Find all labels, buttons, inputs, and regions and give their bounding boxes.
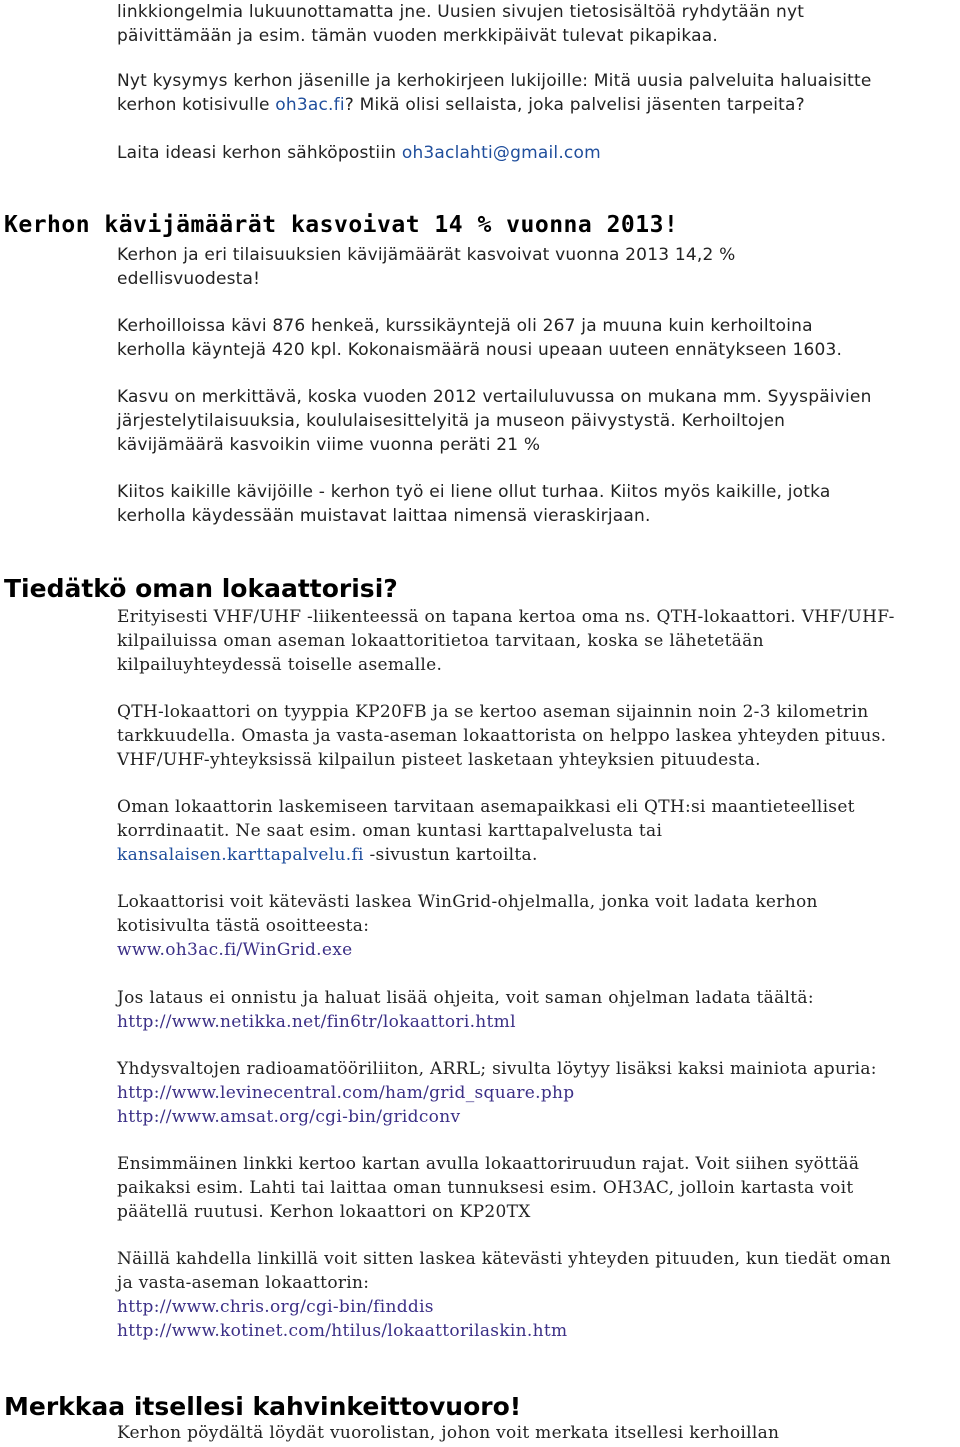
paragraph-line: järjestelytilaisuuksia, koululaisesittelyitä ja museon päivystystä. Kerhoiltojen bbox=[117, 411, 786, 431]
paragraph-line: edellisvuodesta! bbox=[117, 269, 261, 289]
paragraph-line: kilpailuissa oman aseman lokaattoritietoa tarvitaan, koska se lähetetään bbox=[117, 631, 764, 651]
oh3ac-link[interactable]: oh3ac.fi bbox=[275, 95, 345, 115]
email-link[interactable]: oh3aclahti@gmail.com bbox=[401, 143, 601, 163]
paragraph-line: kävijämäärä kasvoikin viime vuonna peräti 21 % bbox=[117, 435, 541, 455]
chris-link[interactable]: http://www.chris.org/cgi-bin/finddis bbox=[117, 1297, 434, 1317]
paragraph-line: Näillä kahdella linkillä voit sitten laskea kätevästi yhteyden pituuden, kun tiedät oman bbox=[117, 1249, 892, 1269]
paragraph-line: Jos lataus ei onnistu ja haluat lisää ohjeita, voit saman ohjelman ladata täältä: bbox=[117, 988, 814, 1008]
paragraph-line: Ensimmäinen linkki kertoo kartan avulla lokaattoriruudun rajat. Voit siihen syöttää bbox=[117, 1154, 860, 1174]
intro-line: linkkiongelmia lukuunottamatta jne. Uusien sivujen tietosisältöä ryhdytään nyt bbox=[117, 2, 805, 22]
amsat-link[interactable]: http://www.amsat.org/cgi-bin/gridconv bbox=[117, 1107, 461, 1127]
paragraph-line: kerholla käyntejä 420 kpl. Kokonaismäärä nousi upeaan uuteen ennätykseen 1603. bbox=[117, 340, 843, 360]
paragraph-line: tarkkuudella. Omasta ja vasta-aseman lokaattorista on helppo laskea yhteyden pituus. bbox=[117, 726, 887, 746]
netikka-link[interactable]: http://www.netikka.net/fin6tr/lokaattori.html bbox=[117, 1012, 516, 1032]
intro-question: Nyt kysymys kerhon jäsenille ja kerhokirjeen lukijoille: Mitä uusia palveluita haluaisitte bbox=[117, 71, 872, 91]
paragraph-line: kotisivulta tästä osoitteesta: bbox=[117, 916, 370, 936]
section-heading-visitors: Kerhon kävijämäärät kasvoivat 14 % vuonna 2013! bbox=[4, 212, 679, 238]
intro-line: päivittämään ja esim. tämän vuoden merkkipäivät tulevat pikapikaa. bbox=[117, 26, 718, 46]
section-heading-coffee: Merkkaa itsellesi kahvinkeittovuoro! bbox=[4, 1392, 522, 1421]
paragraph-line: Lokaattorisi voit kätevästi laskea WinGrid-ohjelmalla, jonka voit ladata kerhon bbox=[117, 892, 818, 912]
paragraph-line bbox=[117, 938, 352, 962]
paragraph-line: Kasvu on merkittävä, koska vuoden 2012 vertailuluvussa on mukana mm. Syyspäivien bbox=[117, 387, 872, 407]
paragraph-line: ja vasta-aseman lokaattorin: bbox=[117, 1273, 370, 1293]
paragraph-line bbox=[117, 1295, 434, 1319]
paragraph-line: korrdinaatit. Ne saat esim. oman kuntasi karttapalvelusta tai bbox=[117, 821, 663, 841]
paragraph-line: Kiitos kaikille kävijöille - kerhon työ ei liene ollut turhaa. Kiitos myös kaikille, jotka bbox=[117, 482, 831, 502]
paragraph-line bbox=[117, 1081, 575, 1105]
paragraph-line: VHF/UHF-yhteyksissä kilpailun pisteet lasketaan yhteyksien pituudesta. bbox=[117, 750, 761, 770]
paragraph-line: Erityisesti VHF/UHF -liikenteessä on tapana kertoa oma ns. QTH-lokaattori. VHF/UHF- bbox=[117, 607, 895, 627]
paragraph-line bbox=[117, 1319, 567, 1343]
levinecentral-link[interactable]: http://www.levinecentral.com/ham/grid_square.php bbox=[117, 1083, 575, 1103]
paragraph-line: Kerhoilloissa kävi 876 henkeä, kurssikäyntejä oli 267 ja muuna kuin kerhoiltoina bbox=[117, 316, 813, 336]
kotinet-link[interactable]: http://www.kotinet.com/htilus/lokaattorilaskin.htm bbox=[117, 1321, 568, 1341]
paragraph-line: kilpailuyhteydessä toiselle asemalle. bbox=[117, 655, 443, 675]
paragraph-line: Kerhon pöydältä löydät vuorolistan, johon voit merkata itsellesi kerhoillan bbox=[117, 1423, 780, 1443]
paragraph-line: kerholla käydessään muistavat laittaa nimensä vieraskirjaan. bbox=[117, 506, 651, 526]
section-heading-locator: Tiedätkö oman lokaattorisi? bbox=[4, 574, 398, 603]
paragraph-line: kansalaisen.karttapalvelu.fi -sivustun kartoilta. bbox=[117, 845, 538, 865]
paragraph-line: paikaksi esim. Lahti tai laittaa oman tunnuksesi esim. OH3AC, jolloin kartasta voit bbox=[117, 1178, 854, 1198]
paragraph-line: päätellä ruutusi. Kerhon lokaattori on KP20TX bbox=[117, 1202, 531, 1222]
intro-line: kerhon kotisivulle oh3ac.fi? Mikä olisi sellaista, joka palvelisi jäsenten tarpeita? bbox=[117, 95, 805, 115]
paragraph-line bbox=[117, 1010, 516, 1034]
paragraph-line: QTH-lokaattori on tyyppia KP20FB ja se kertoo aseman sijainnin noin 2-3 kilometrin bbox=[117, 702, 869, 722]
paragraph-line bbox=[117, 1105, 460, 1129]
paragraph-line: Yhdysvaltojen radioamatööriliiton, ARRL; sivulta löytyy lisäksi kaksi mainiota apuria: bbox=[117, 1059, 877, 1079]
wingrid-link[interactable]: www.oh3ac.fi/WinGrid.exe bbox=[117, 940, 353, 960]
intro-line: Laita ideasi kerhon sähköpostiin oh3aclahti@gmail.com bbox=[117, 143, 601, 163]
karttapalvelu-link[interactable]: kansalaisen.karttapalvelu.fi bbox=[117, 845, 364, 865]
paragraph-line: Oman lokaattorin laskemiseen tarvitaan asemapaikkasi eli QTH:si maantieteelliset bbox=[117, 797, 855, 817]
paragraph-line: Kerhon ja eri tilaisuuksien kävijämäärät kasvoivat vuonna 2013 14,2 % bbox=[117, 245, 736, 265]
